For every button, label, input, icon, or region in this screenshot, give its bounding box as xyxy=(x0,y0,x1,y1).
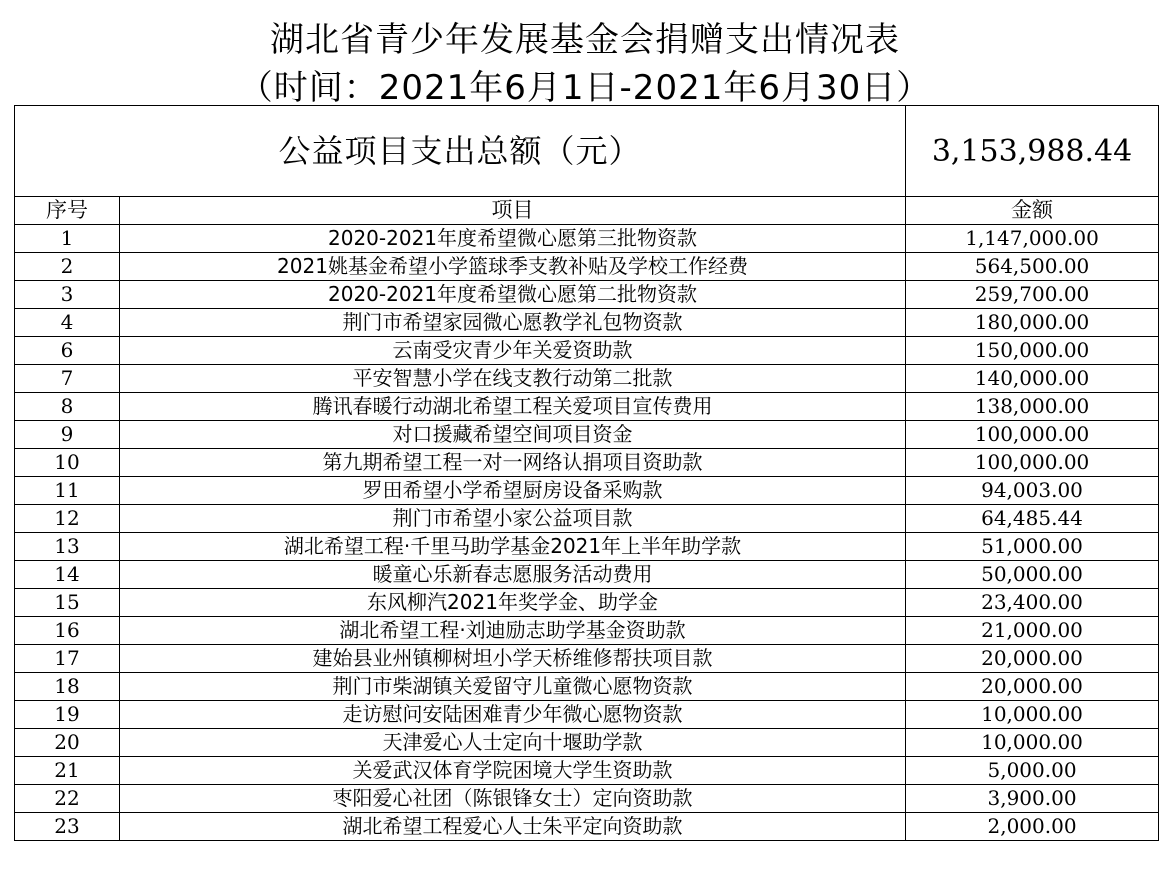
table-row xyxy=(15,533,1159,561)
table-row xyxy=(15,253,1159,281)
table-row xyxy=(15,729,1159,757)
row-number: 4 xyxy=(15,309,120,337)
row-number: 2 xyxy=(15,253,120,281)
table-row xyxy=(15,785,1159,813)
row-number: 23 xyxy=(15,813,120,841)
row-amount: 5,000.00 xyxy=(906,757,1159,785)
table-row xyxy=(15,589,1159,617)
row-amount: 64,485.44 xyxy=(906,505,1159,533)
row-number: 8 xyxy=(15,393,120,421)
header-amount: 金额 xyxy=(906,197,1159,225)
row-amount: 2,000.00 xyxy=(906,813,1159,841)
table-row xyxy=(15,505,1159,533)
row-number: 9 xyxy=(15,421,120,449)
row-item: 天津爱心人士定向十堰助学款 xyxy=(120,729,906,757)
row-amount: 21,000.00 xyxy=(906,617,1159,645)
row-item: 荆门市希望小家公益项目款 xyxy=(120,505,906,533)
row-amount: 94,003.00 xyxy=(906,477,1159,505)
table-row xyxy=(15,617,1159,645)
table-row xyxy=(15,813,1159,841)
row-amount: 564,500.00 xyxy=(906,253,1159,281)
table-row xyxy=(15,673,1159,701)
table-row xyxy=(15,757,1159,785)
row-amount: 10,000.00 xyxy=(906,701,1159,729)
row-item: 2021姚基金希望小学篮球季支教补贴及学校工作经费 xyxy=(120,253,906,281)
row-item: 平安智慧小学在线支教行动第二批款 xyxy=(120,365,906,393)
row-number: 1 xyxy=(15,225,120,253)
row-amount: 140,000.00 xyxy=(906,365,1159,393)
table-row xyxy=(15,309,1159,337)
row-item: 建始县业州镇柳树坦小学天桥维修帮扶项目款 xyxy=(120,645,906,673)
row-amount: 3,900.00 xyxy=(906,785,1159,813)
row-number: 7 xyxy=(15,365,120,393)
table-row xyxy=(15,421,1159,449)
table-row xyxy=(15,365,1159,393)
table-row xyxy=(15,393,1159,421)
row-number: 18 xyxy=(15,673,120,701)
row-amount: 180,000.00 xyxy=(906,309,1159,337)
row-number: 19 xyxy=(15,701,120,729)
expenditure-table xyxy=(14,105,1159,841)
row-amount: 100,000.00 xyxy=(906,449,1159,477)
row-item: 湖北希望工程·千里马助学基金2021年上半年助学款 xyxy=(120,533,906,561)
header-no: 序号 xyxy=(15,197,120,225)
row-item: 云南受灾青少年关爱资助款 xyxy=(120,337,906,365)
table-row xyxy=(15,561,1159,589)
table-row xyxy=(15,337,1159,365)
row-amount: 50,000.00 xyxy=(906,561,1159,589)
row-number: 14 xyxy=(15,561,120,589)
table-row xyxy=(15,225,1159,253)
row-amount: 150,000.00 xyxy=(906,337,1159,365)
row-amount: 10,000.00 xyxy=(906,729,1159,757)
row-amount: 138,000.00 xyxy=(906,393,1159,421)
row-number: 21 xyxy=(15,757,120,785)
header-row xyxy=(15,197,1159,225)
total-label: 公益项目支出总额（元） xyxy=(15,106,906,197)
table-row xyxy=(15,701,1159,729)
row-item: 湖北希望工程爱心人士朱平定向资助款 xyxy=(120,813,906,841)
row-item: 湖北希望工程·刘迪励志助学基金资助款 xyxy=(120,617,906,645)
row-number: 11 xyxy=(15,477,120,505)
row-item: 关爱武汉体育学院困境大学生资助款 xyxy=(120,757,906,785)
row-item: 2020-2021年度希望微心愿第三批物资款 xyxy=(120,225,906,253)
row-number: 6 xyxy=(15,337,120,365)
row-item: 东风柳汽2021年奖学金、助学金 xyxy=(120,589,906,617)
row-number: 17 xyxy=(15,645,120,673)
row-number: 16 xyxy=(15,617,120,645)
row-number: 12 xyxy=(15,505,120,533)
row-item: 罗田希望小学希望厨房设备采购款 xyxy=(120,477,906,505)
row-item: 腾讯春暖行动湖北希望工程关爱项目宣传费用 xyxy=(120,393,906,421)
row-number: 13 xyxy=(15,533,120,561)
row-amount: 20,000.00 xyxy=(906,645,1159,673)
row-number: 10 xyxy=(15,449,120,477)
row-number: 22 xyxy=(15,785,120,813)
row-item: 枣阳爱心社团（陈银锋女士）定向资助款 xyxy=(120,785,906,813)
table-row xyxy=(15,645,1159,673)
row-amount: 100,000.00 xyxy=(906,421,1159,449)
row-item: 对口援藏希望空间项目资金 xyxy=(120,421,906,449)
row-item: 2020-2021年度希望微心愿第二批物资款 xyxy=(120,281,906,309)
row-item: 荆门市柴湖镇关爱留守儿童微心愿物资款 xyxy=(120,673,906,701)
row-item: 暖童心乐新春志愿服务活动费用 xyxy=(120,561,906,589)
total-value: 3,153,988.44 xyxy=(906,106,1159,197)
row-item: 第九期希望工程一对一网络认捐项目资助款 xyxy=(120,449,906,477)
table-row xyxy=(15,477,1159,505)
row-item: 走访慰问安陆困难青少年微心愿物资款 xyxy=(120,701,906,729)
header-item: 项目 xyxy=(120,197,906,225)
row-number: 20 xyxy=(15,729,120,757)
report-period: （时间：2021年6月1日-2021年6月30日） xyxy=(238,68,932,108)
row-amount: 259,700.00 xyxy=(906,281,1159,309)
table-row xyxy=(15,281,1159,309)
row-amount: 1,147,000.00 xyxy=(906,225,1159,253)
row-amount: 51,000.00 xyxy=(906,533,1159,561)
row-amount: 20,000.00 xyxy=(906,673,1159,701)
table-row xyxy=(15,449,1159,477)
report-title: 湖北省青少年发展基金会捐赠支出情况表 xyxy=(270,20,900,60)
row-amount: 23,400.00 xyxy=(906,589,1159,617)
row-number: 15 xyxy=(15,589,120,617)
total-row xyxy=(15,106,1159,197)
row-item: 荆门市希望家园微心愿教学礼包物资款 xyxy=(120,309,906,337)
row-number: 3 xyxy=(15,281,120,309)
